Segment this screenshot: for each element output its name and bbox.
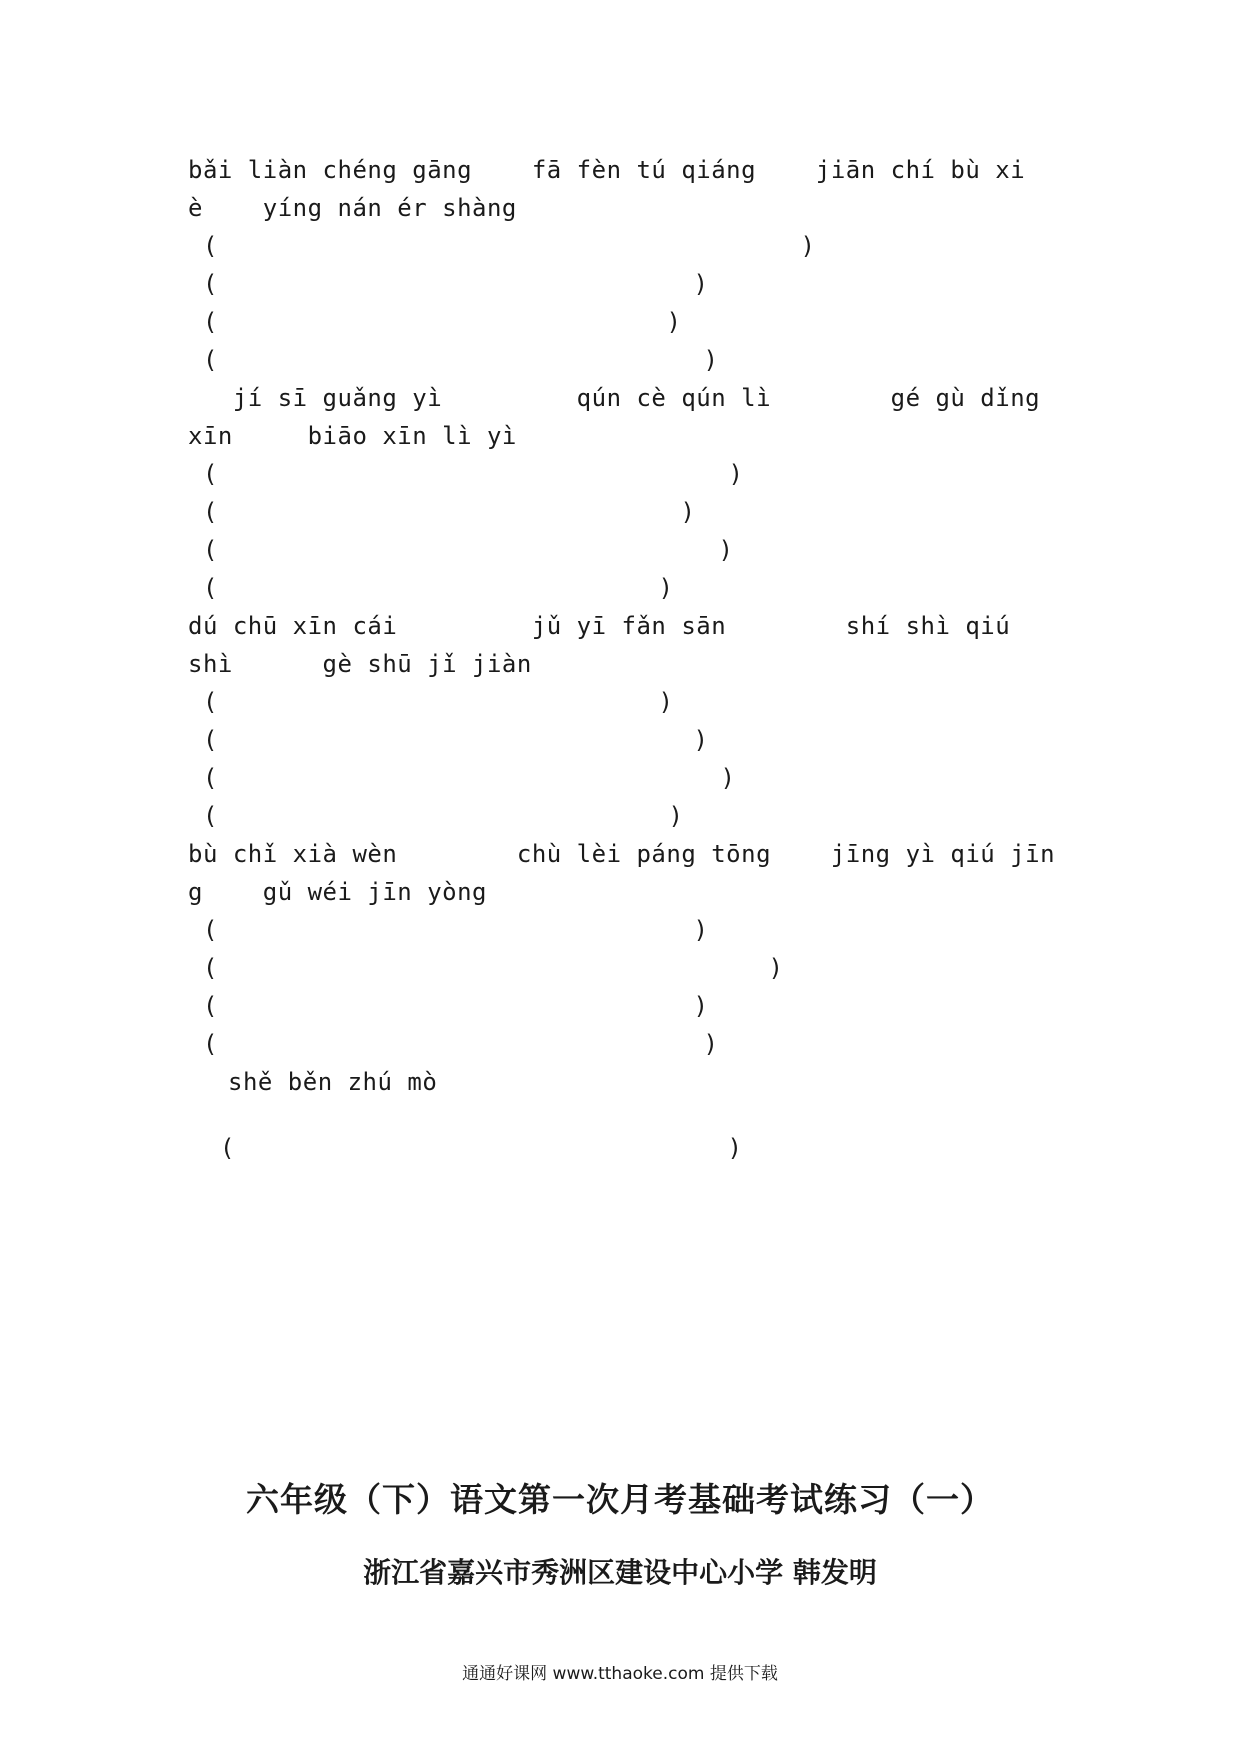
close-paren: ) xyxy=(658,574,673,602)
pinyin-line: dú chū xīn cái jǔ yī fǎn sān shí shì qiú xyxy=(188,612,1011,640)
answer-blank[interactable] xyxy=(203,497,695,527)
page-title: 六年级（下）语文第一次月考基础考试练习（一） xyxy=(246,1480,994,1519)
pinyin-line: xīn biāo xīn lì yì xyxy=(188,422,517,450)
open-paren: ( xyxy=(203,726,218,754)
open-paren: ( xyxy=(203,460,218,488)
close-paren: ) xyxy=(718,536,733,564)
close-paren: ) xyxy=(728,460,743,488)
close-paren: ) xyxy=(693,726,708,754)
pinyin-line: jí sī guǎng yì qún cè qún lì gé gù dǐng xyxy=(188,384,1041,412)
answer-blank[interactable] xyxy=(203,915,708,945)
footer-text: 通通好课网 www.tthaoke.com 提供下载 xyxy=(462,1664,778,1684)
close-paren: ) xyxy=(768,954,783,982)
close-paren: ) xyxy=(668,802,683,830)
answer-blank[interactable] xyxy=(203,573,673,603)
close-paren: ) xyxy=(666,308,681,336)
open-paren: ( xyxy=(203,1030,218,1058)
open-paren: ( xyxy=(203,764,218,792)
close-paren: ) xyxy=(658,688,673,716)
open-paren: ( xyxy=(203,346,218,374)
author-line: 浙江省嘉兴市秀洲区建设中心小学 韩发明 xyxy=(363,1556,877,1589)
close-paren: ) xyxy=(680,498,695,526)
pinyin-line: è yíng nán ér shàng xyxy=(188,194,517,222)
answer-blank[interactable] xyxy=(203,725,708,755)
open-paren: ( xyxy=(203,308,218,336)
pinyin-line: g gǔ wéi jīn yòng xyxy=(188,878,487,906)
answer-blank[interactable] xyxy=(203,687,673,717)
open-paren: ( xyxy=(203,992,218,1020)
close-paren: ) xyxy=(800,232,815,260)
answer-blank[interactable] xyxy=(203,345,718,375)
close-paren: ) xyxy=(693,916,708,944)
open-paren: ( xyxy=(203,916,218,944)
close-paren: ) xyxy=(720,764,735,792)
open-paren: ( xyxy=(203,688,218,716)
answer-blank[interactable] xyxy=(203,953,783,983)
close-paren: ) xyxy=(703,346,718,374)
open-paren: ( xyxy=(203,536,218,564)
close-paren: ) xyxy=(703,1030,718,1058)
answer-blank[interactable] xyxy=(203,307,681,337)
answer-blank[interactable] xyxy=(203,535,733,565)
open-paren: ( xyxy=(203,498,218,526)
close-paren: ) xyxy=(693,992,708,1020)
open-paren: ( xyxy=(220,1134,235,1162)
open-paren: ( xyxy=(203,270,218,298)
open-paren: ( xyxy=(203,574,218,602)
answer-blank[interactable] xyxy=(203,763,735,793)
answer-blank[interactable] xyxy=(203,231,815,261)
answer-blank[interactable] xyxy=(203,1029,718,1059)
answer-blank[interactable] xyxy=(203,459,743,489)
answer-blank[interactable] xyxy=(203,991,708,1021)
pinyin-line: shě běn zhú mò xyxy=(228,1068,438,1096)
pinyin-line: bǎi liàn chéng gāng fā fèn tú qiáng jiān chí bù xi xyxy=(188,156,1026,184)
pinyin-line: bù chǐ xià wèn chù lèi páng tōng jīng yì qiú jīn xyxy=(188,840,1056,868)
pinyin-line: shì gè shū jǐ jiàn xyxy=(188,650,532,678)
open-paren: ( xyxy=(203,802,218,830)
answer-blank[interactable] xyxy=(220,1133,742,1163)
open-paren: ( xyxy=(203,232,218,260)
answer-blank[interactable] xyxy=(203,269,708,299)
close-paren: ) xyxy=(693,270,708,298)
answer-blank[interactable] xyxy=(203,801,683,831)
open-paren: ( xyxy=(203,954,218,982)
close-paren: ) xyxy=(727,1134,742,1162)
